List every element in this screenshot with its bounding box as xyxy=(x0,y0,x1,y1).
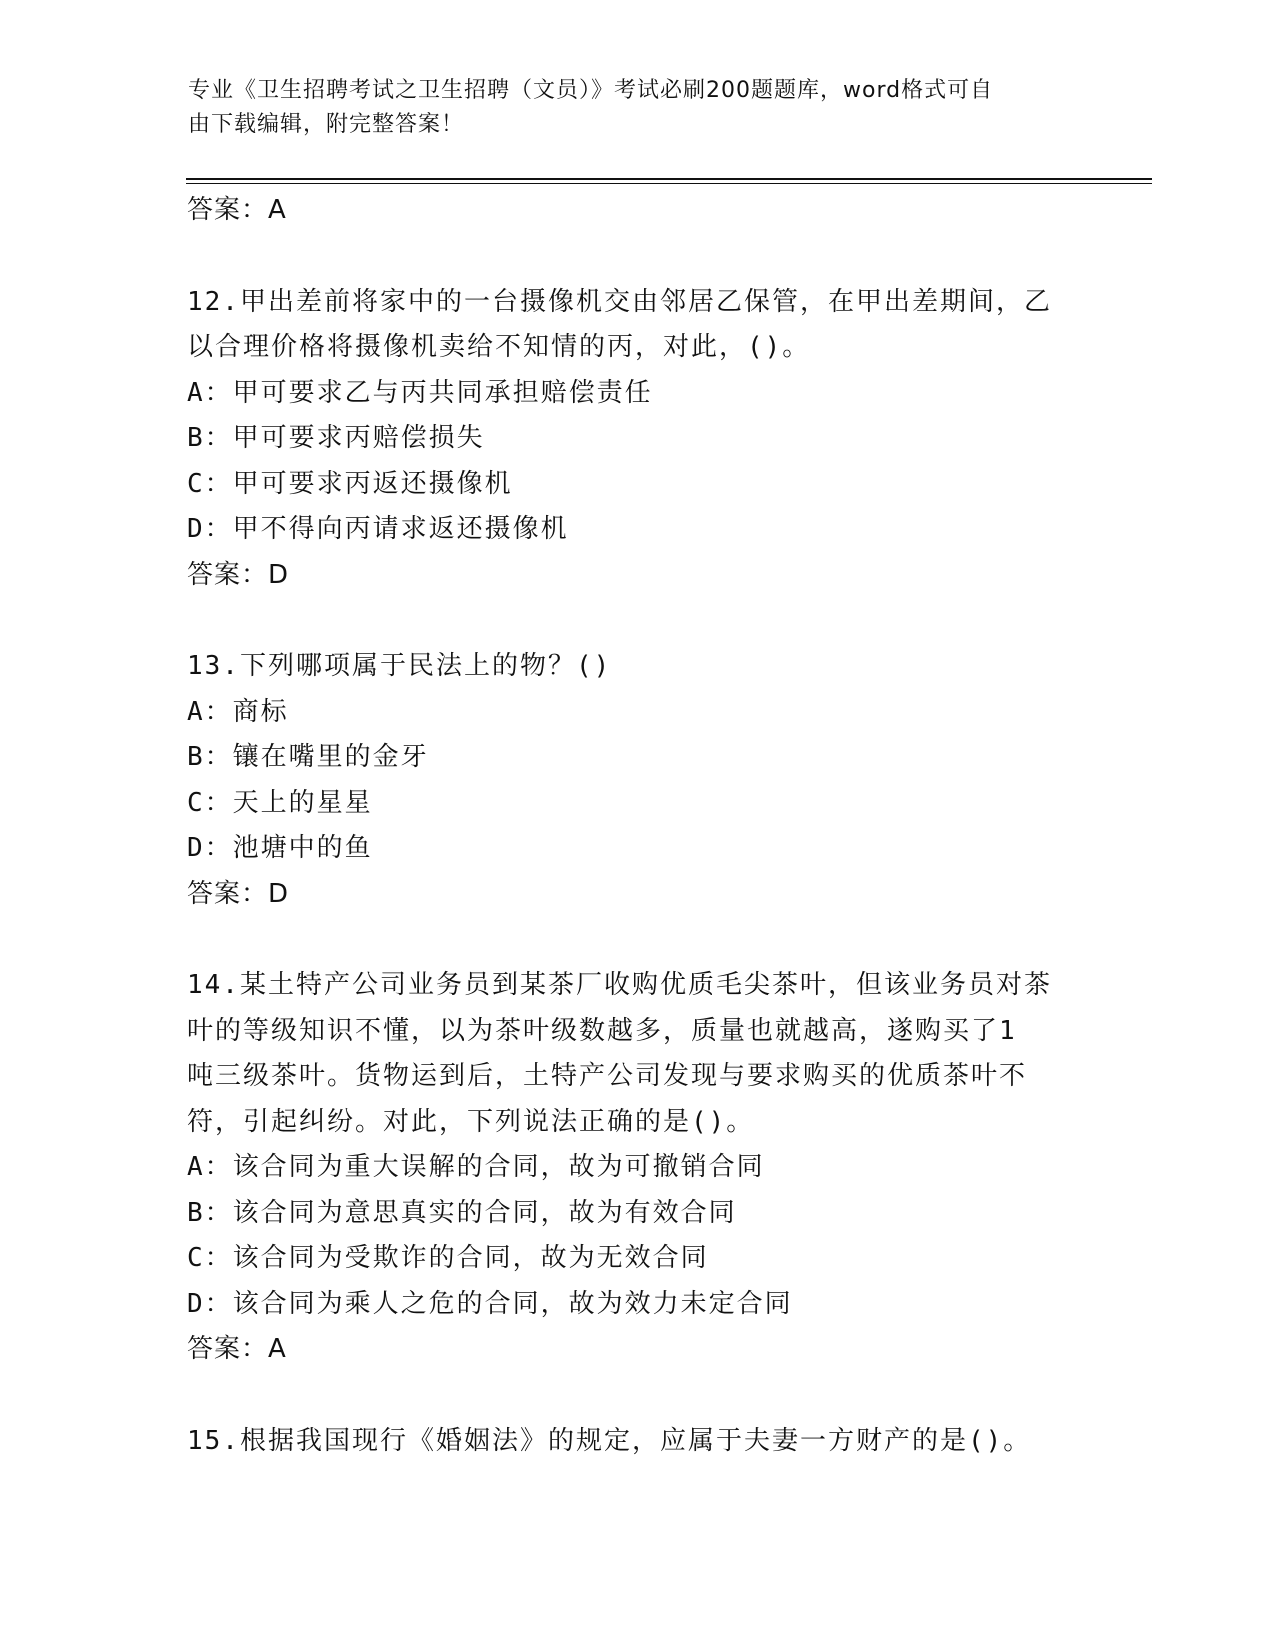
header-line-2: 由下载编辑，附完整答案！ xyxy=(188,112,465,137)
option-c: C：甲可要求丙返还摄像机 xyxy=(187,468,513,499)
question-stem: 叶的等级知识不懂，以为茶叶级数越多，质量也就越高，遂购买了1 xyxy=(187,1015,1017,1046)
spacer xyxy=(187,1373,1087,1419)
option-a: A：该合同为重大误解的合同，故为可撤销合同 xyxy=(187,1152,765,1182)
question-14 xyxy=(187,963,1087,1373)
option-a: A：甲可要求乙与丙共同承担赔偿责任 xyxy=(187,377,653,408)
question-list xyxy=(187,188,1087,1464)
question-stem: 以合理价格将摄像机卖给不知情的丙，对此，()。 xyxy=(187,332,811,362)
option-c: C：该合同为受欺诈的合同，故为无效合同 xyxy=(187,1243,709,1273)
question-stem: 15.根据我国现行《婚姻法》的规定，应属于夫妻一方财产的是()。 xyxy=(187,1425,1032,1456)
option-b: B：甲可要求丙赔偿损失 xyxy=(187,423,485,453)
document-header xyxy=(188,74,1068,142)
option-c: C：天上的星星 xyxy=(187,787,373,818)
question-12 xyxy=(187,280,1087,599)
option-d: D：池塘中的鱼 xyxy=(187,833,373,863)
header-rule-thin xyxy=(186,183,1152,184)
question-stem: 符，引起纠纷。对此，下列说法正确的是()。 xyxy=(187,1106,755,1137)
answer: 答案：D xyxy=(187,878,290,909)
question-stem: 14.某土特产公司业务员到某茶厂收购优质毛尖茶叶，但该业务员对茶 xyxy=(187,970,1052,1000)
question-15 xyxy=(187,1419,1087,1465)
option-d: D：该合同为乘人之危的合同，故为效力未定合同 xyxy=(187,1288,793,1319)
question-stem: 吨三级茶叶。货物运到后，土特产公司发现与要求购买的优质茶叶不 xyxy=(187,1061,1028,1091)
question-stem: 12.甲出差前将家中的一台摄像机交由邻居乙保管，在甲出差期间，乙 xyxy=(187,286,1052,317)
answer: 答案：A xyxy=(187,1334,287,1364)
spacer xyxy=(187,598,1087,644)
question-stem: 13.下列哪项属于民法上的物？() xyxy=(187,651,612,681)
spacer xyxy=(187,234,1087,280)
answer: 答案：D xyxy=(187,559,290,590)
header-rule-thick xyxy=(186,178,1152,180)
option-b: B：镶在嘴里的金牙 xyxy=(187,742,429,772)
option-b: B：该合同为意思真实的合同，故为有效合同 xyxy=(187,1197,737,1228)
question-13 xyxy=(187,644,1087,917)
header-line-1: 专业《卫生招聘考试之卫生招聘（文员）》考试必刷200题题库，word格式可自 xyxy=(188,78,994,103)
option-a: A：商标 xyxy=(187,696,289,727)
answer-11: 答案：A xyxy=(187,195,287,225)
spacer xyxy=(187,917,1087,963)
option-d: D：甲不得向丙请求返还摄像机 xyxy=(187,514,569,544)
